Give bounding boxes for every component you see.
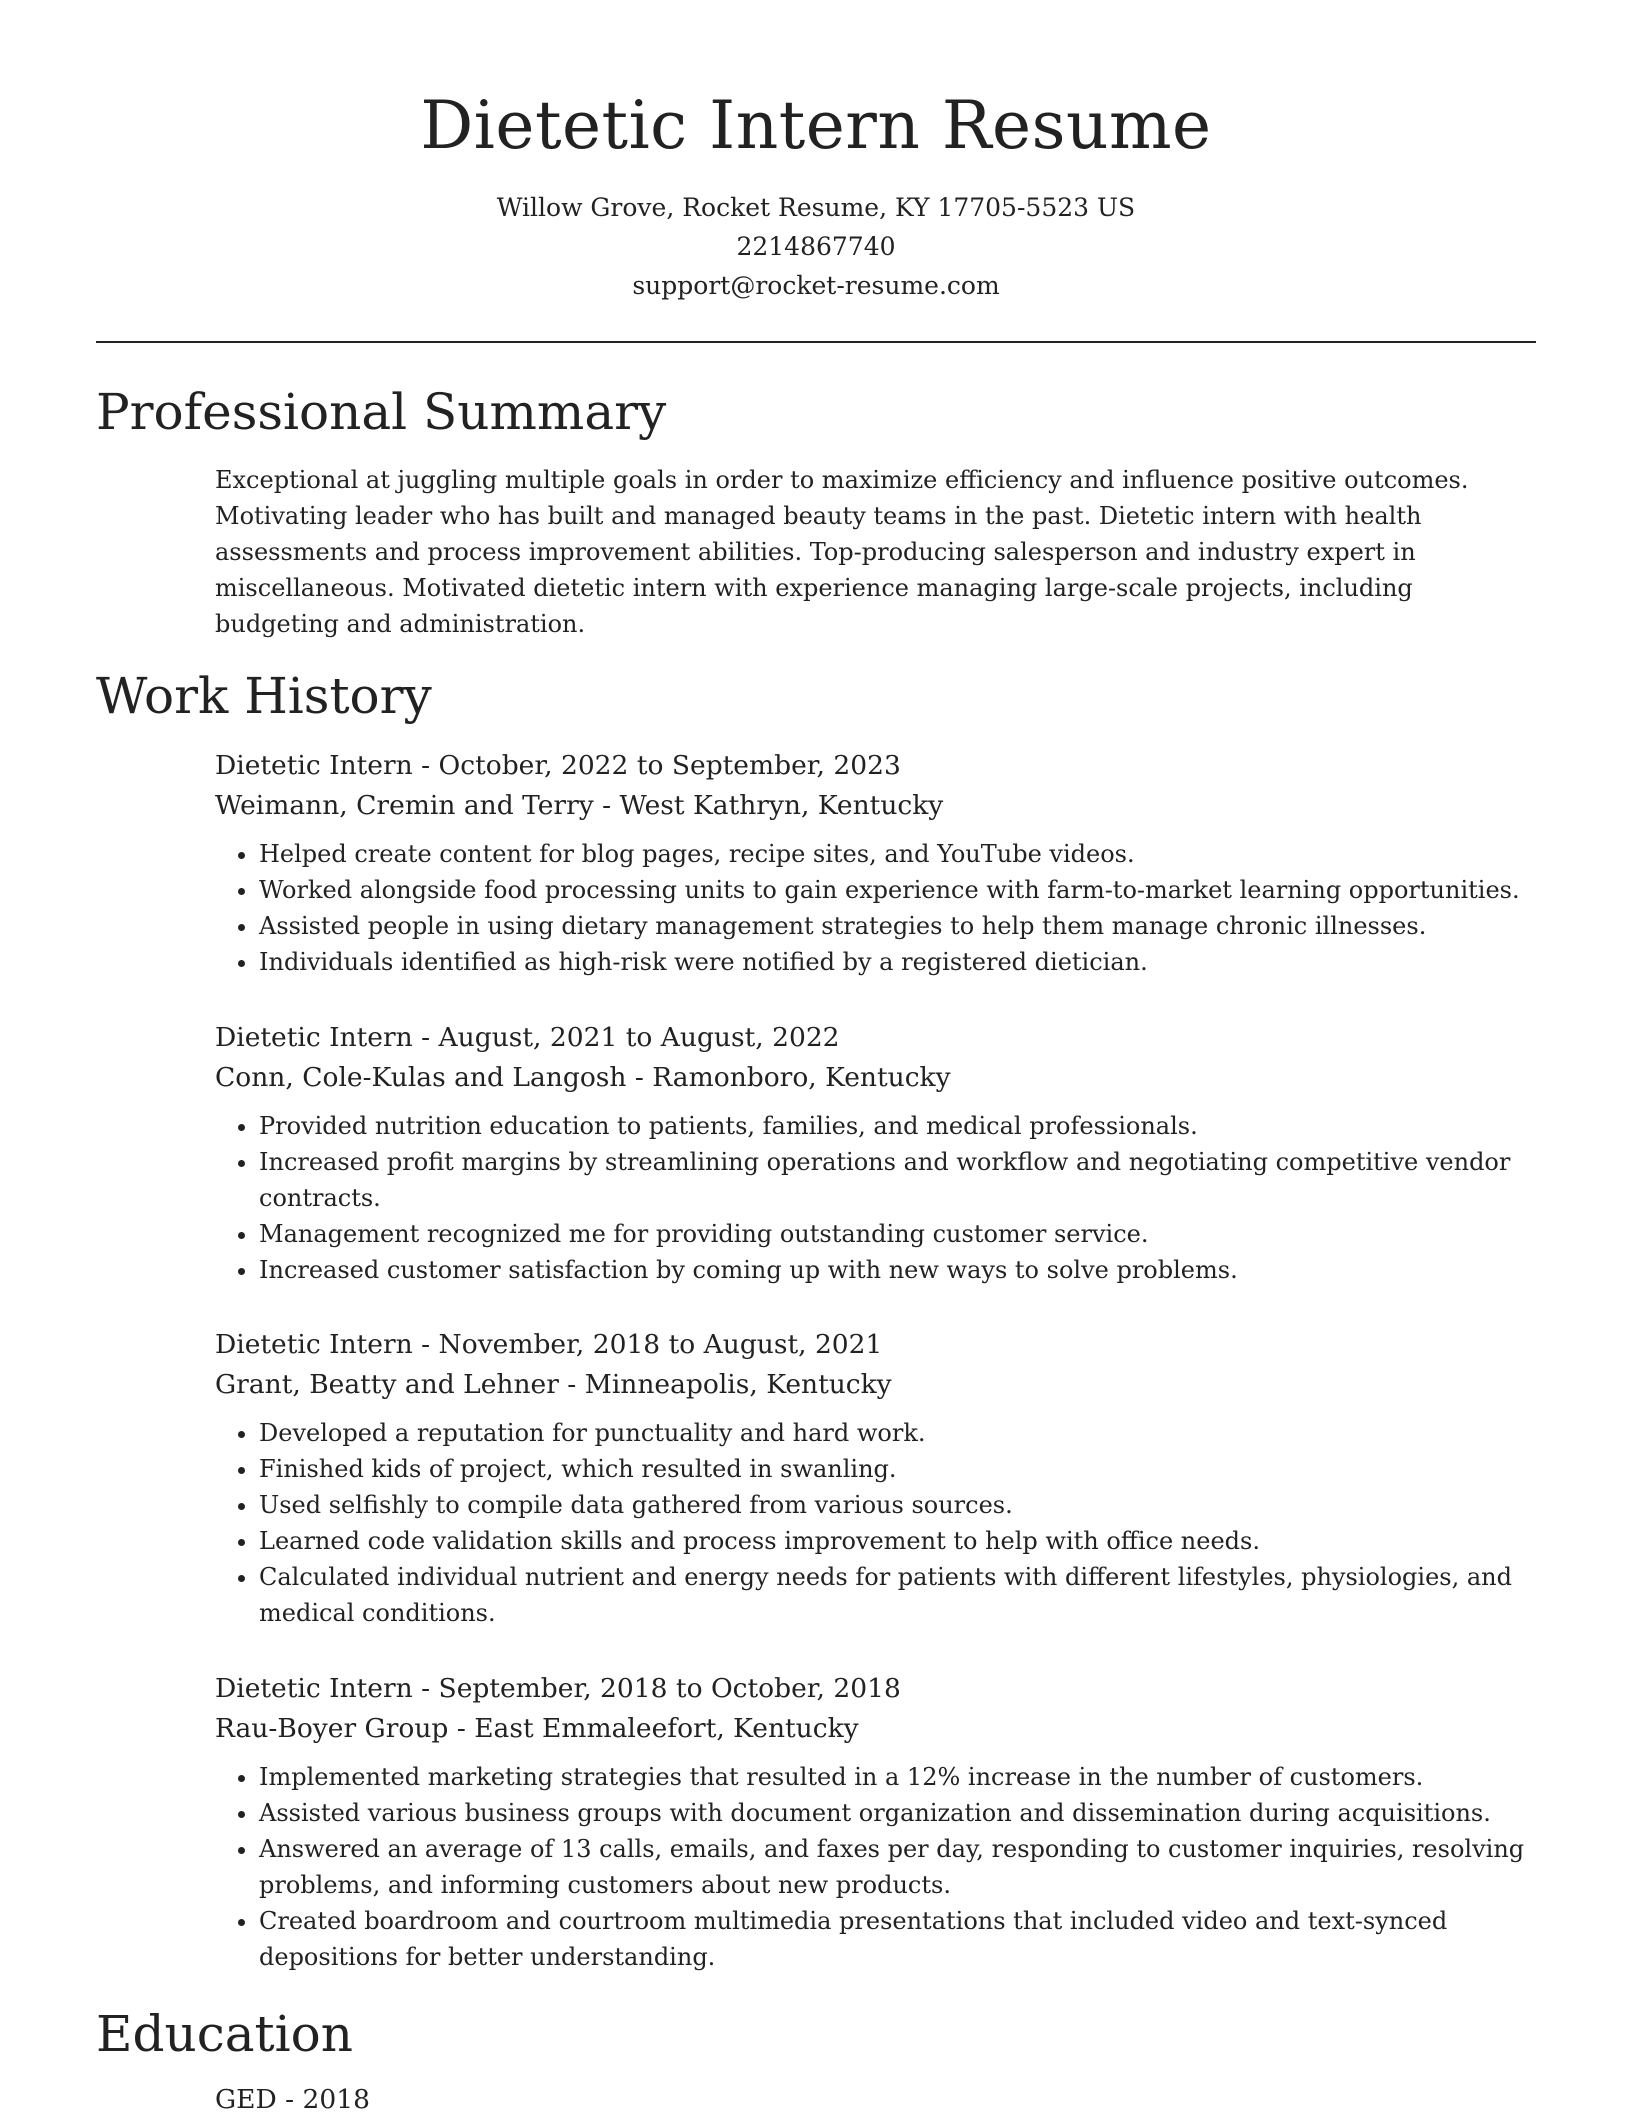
- job-bullet: • Developed a reputation for punctuality and hard work.: [259, 1415, 1535, 1451]
- job-bullet: • Implemented marketing strategies that resulted in a 12% increase in the number of customers.: [259, 1759, 1535, 1795]
- job-entry: [215, 1325, 1535, 1631]
- job-location: West Kathryn, Kentucky: [619, 790, 944, 821]
- job-title-line: [215, 1325, 1535, 1365]
- job-company-line: [215, 786, 1535, 826]
- job-dates: August, 2021 to August, 2022: [438, 1022, 840, 1053]
- job-company: Weimann, Cremin and Terry: [215, 790, 594, 821]
- job-location: Ramonboro, Kentucky: [652, 1062, 951, 1093]
- job-bullet: • Answered an average of 13 calls, emails, and faxes per day, responding to customer inquiries, resolving problems, and informing customers about new products.: [259, 1831, 1535, 1903]
- job-bullet: • Management recognized me for providing outstanding customer service.: [259, 1216, 1535, 1252]
- job-separator: -: [412, 1329, 439, 1360]
- job-company-line: [215, 1365, 1535, 1405]
- job-location: East Emmaleefort, Kentucky: [474, 1713, 859, 1744]
- job-bullet: • Calculated individual nutrient and energy needs for patients with different lifestyles, physiologies, and medical conditions.: [259, 1559, 1535, 1631]
- summary-section: [215, 462, 1515, 642]
- job-company-line: [215, 1058, 1535, 1098]
- job-separator: -: [412, 750, 439, 781]
- job-bullets: [215, 1759, 1535, 1975]
- job-bullet: • Individuals identified as high-risk were notified by a registered dietician.: [259, 944, 1535, 980]
- resume-title: Dietetic Intern Resume: [420, 87, 1212, 164]
- job-bullet: • Assisted various business groups with document organization and dissemination during acquisitions.: [259, 1795, 1535, 1831]
- contact-phone: 2214867740: [736, 232, 896, 261]
- job-bullets: [215, 836, 1535, 980]
- job-role: Dietetic Intern: [215, 1329, 413, 1360]
- job-separator: -: [412, 1022, 439, 1053]
- job-role: Dietetic Intern: [215, 1022, 413, 1053]
- education-heading: Education: [96, 2005, 353, 2063]
- job-separator: -: [593, 790, 620, 821]
- job-entry: [215, 1669, 1535, 1975]
- job-dates: September, 2018 to October, 2018: [438, 1673, 901, 1704]
- job-bullets: [215, 1108, 1535, 1288]
- job-entry: [215, 1018, 1535, 1288]
- contact-block: [0, 188, 1632, 305]
- job-dates: November, 2018 to August, 2021: [438, 1329, 883, 1360]
- job-bullet: • Increased customer satisfaction by coming up with new ways to solve problems.: [259, 1252, 1535, 1288]
- contact-address: Willow Grove, Rocket Resume, KY 17705-5523 US: [496, 193, 1136, 222]
- job-separator: -: [558, 1369, 585, 1400]
- resume-header: [0, 0, 1632, 305]
- job-title-line: [215, 746, 1535, 786]
- work-history-heading: Work History: [96, 667, 432, 725]
- job-dates: October, 2022 to September, 2023: [438, 750, 901, 781]
- job-title-line: [215, 1018, 1535, 1058]
- job-separator: -: [412, 1673, 439, 1704]
- header-divider: [96, 341, 1536, 343]
- job-bullet: • Assisted people in using dietary management strategies to help them manage chronic illnesses.: [259, 908, 1535, 944]
- job-role: Dietetic Intern: [215, 750, 413, 781]
- education-entry: GED - 2018: [215, 2084, 371, 2115]
- job-bullet: • Learned code validation skills and process improvement to help with office needs.: [259, 1523, 1535, 1559]
- job-company: Rau-Boyer Group: [215, 1713, 449, 1744]
- job-location: Minneapolis, Kentucky: [584, 1369, 892, 1400]
- job-bullet: • Created boardroom and courtroom multimedia presentations that included video and text-synced depositions for better understanding.: [259, 1903, 1535, 1975]
- job-separator: -: [448, 1713, 475, 1744]
- job-bullets: [215, 1415, 1535, 1631]
- job-bullet: • Increased profit margins by streamlining operations and workflow and negotiating competitive vendor contracts.: [259, 1144, 1535, 1216]
- job-bullet: • Provided nutrition education to patients, families, and medical professionals.: [259, 1108, 1535, 1144]
- job-company: Grant, Beatty and Lehner: [215, 1369, 559, 1400]
- job-company-line: [215, 1709, 1535, 1749]
- job-company: Conn, Cole-Kulas and Langosh: [215, 1062, 627, 1093]
- summary-heading: Professional Summary: [96, 383, 667, 441]
- job-role: Dietetic Intern: [215, 1673, 413, 1704]
- job-entry: [215, 746, 1535, 980]
- job-bullet: • Worked alongside food processing units to gain experience with farm-to-market learning opportunities.: [259, 872, 1535, 908]
- job-bullet: • Used selfishly to compile data gathered from various sources.: [259, 1487, 1535, 1523]
- contact-email: support@rocket-resume.com: [632, 271, 1000, 300]
- summary-text: Exceptional at juggling multiple goals in order to maximize efficiency and influence positive outcomes. Motivating leader who has built and managed beauty teams in the past. Dietetic intern with health assessments and process improvement abilities. Top-producing salesperson and industry expert in miscellaneous. Motivated dietetic intern with experience managing large-scale projects, including budgeting and administration.: [215, 466, 1469, 638]
- job-bullet: • Finished kids of project, which resulted in swanling.: [259, 1451, 1535, 1487]
- job-separator: -: [626, 1062, 653, 1093]
- job-title-line: [215, 1669, 1535, 1709]
- job-bullet: • Helped create content for blog pages, recipe sites, and YouTube videos.: [259, 836, 1535, 872]
